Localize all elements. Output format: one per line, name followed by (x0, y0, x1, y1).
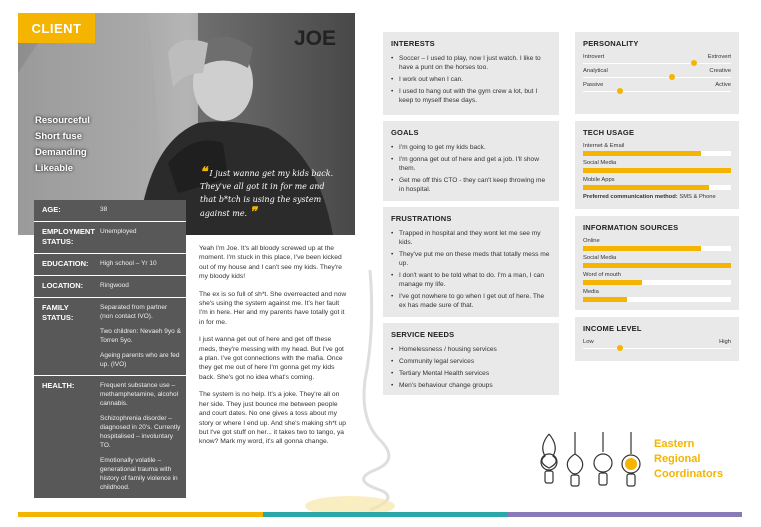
client-quote (200, 166, 342, 220)
income-level-panel (575, 317, 739, 361)
list-item: • Trapped in hospital and they wont let me see my kids. (391, 229, 551, 247)
open-quote-icon: ❝ (200, 165, 207, 180)
bar-fill (583, 280, 642, 285)
slider-marker (617, 88, 623, 94)
profile-label: EMPLOYMENT STATUS: (42, 227, 95, 246)
bar-fill (583, 168, 731, 173)
profile-label: EDUCATION: (42, 259, 89, 268)
list-item: • Soccer – I used to play, now I just watch. I like to have a punt on the horses too. (391, 54, 551, 72)
list-item: • Tertiary Mental Health services (391, 369, 551, 378)
list-item: • I don't want to be told what to do. I'm a man, I can manage my life. (391, 271, 551, 289)
bar-item: Online (583, 238, 731, 251)
client-bio (199, 244, 349, 455)
personality-slider: Analytical Creative (583, 68, 731, 78)
bar-item: Mobile Apps (583, 177, 731, 190)
bar-item: Social Media (583, 160, 731, 173)
list-item: • I've got nowhere to go when I get out of here. The ex has made sure of that. (391, 292, 551, 310)
bio-paragraph: The system is no help. It's a joke. They're all on her side. They just bounce me between people and court dates. No one gives a toss about my story or where I end up. And she's making sh*t up but I've got stuff on her... it takes two to tango, ya know? Mark my word, it's all gonna change. (199, 391, 346, 446)
slider-marker (691, 60, 697, 66)
trait: Short fuse (35, 131, 82, 142)
frustrations-panel (383, 207, 559, 317)
profile-value: Separated from partner (non contact IVO). Two children: Nevaeh 9yo & Torren 5yo. Ageing parents who are fed up. (IVO) (100, 304, 181, 368)
profile-value: 38 (100, 206, 108, 213)
bar-item: Social Media (583, 255, 731, 268)
profile-row-location (34, 276, 186, 298)
profile-value: Ringwood (100, 282, 129, 289)
list-item: • Get me off this CTO - they can't keep throwing me in hospital. (391, 176, 551, 194)
slider-marker (617, 345, 623, 351)
client-name: JOE (294, 27, 337, 50)
trait: Likeable (35, 163, 74, 174)
panel-title: INCOME LEVEL (583, 324, 642, 333)
panel-title: PERSONALITY (583, 39, 639, 48)
personality-slider: Introvert Extrovert (583, 54, 731, 64)
trait-list (35, 113, 90, 177)
income-slider: Low High (583, 339, 731, 349)
tech-usage-panel (575, 121, 739, 209)
close-quote-icon: ❞ (249, 205, 257, 220)
bio-paragraph: The ex is so full of sh*t. She overreacted and now she's using the system against me. It's her fault I'm in here. Her and my parents have totally got it in for me. (199, 290, 347, 326)
profile-value: Frequent substance use – methamphetamine, alcohol cannabis. Schizophrenia disorder – diagnosed in 20's. Currently hospitalised – involuntary TO. Emotionally volatile – generational trauma with history of family violence in childhood. (100, 382, 181, 491)
bar-fill (583, 263, 731, 268)
list-item: • Men's behaviour change groups (391, 381, 551, 390)
profile-row-education (34, 254, 186, 276)
bio-paragraph: Yeah I'm Joe. It's all bloody screwed up at the moment. I'm stuck in this place, I've been kicked out of my house and I can't see my kids. They're my bloody kids! (199, 245, 342, 281)
profile-value: High school – Yr 10 (100, 260, 157, 267)
list-item: • Homelessness / housing services (391, 345, 551, 354)
client-badge: CLIENT (18, 13, 95, 43)
panel-title: INFORMATION SOURCES (583, 223, 679, 232)
bar-item: Word of mouth (583, 272, 731, 285)
list-item: • They've put me on these meds that totally mess me up. (391, 250, 551, 268)
trait: Resourceful (35, 115, 90, 126)
bar-fill (583, 246, 701, 251)
profile-value: Unemployed (100, 228, 137, 235)
list-item: • I'm going to get my kids back. (391, 143, 551, 152)
organisation-logo-text: Eastern Regional Coordinators (654, 438, 724, 480)
panel-title: FRUSTRATIONS (391, 214, 452, 223)
list-item: • Community legal services (391, 357, 551, 366)
bar-fill (583, 297, 627, 302)
profile-row-employment (34, 222, 186, 254)
profile-row-family (34, 298, 186, 376)
bar-item: Internet & Email (583, 143, 731, 156)
panel-title: INTERESTS (391, 39, 435, 48)
profile-row-health (34, 376, 186, 498)
panel-title: SERVICE NEEDS (391, 330, 455, 339)
footer-colour-bar (18, 512, 742, 517)
bar-fill (583, 151, 701, 156)
panel-title: GOALS (391, 128, 419, 137)
profile-label: LOCATION: (42, 281, 84, 290)
list-item: • I used to hang out with the gym crew a lot, but I keep to myself these days. (391, 87, 551, 105)
panel-title: TECH USAGE (583, 128, 635, 137)
bar-fill (583, 185, 709, 190)
bar-item: Media (583, 289, 731, 302)
information-sources-panel (575, 216, 739, 310)
service-needs-panel (383, 323, 559, 395)
personality-panel (575, 32, 739, 114)
slider-marker (669, 74, 675, 80)
profile-label: FAMILY STATUS: (42, 303, 74, 322)
personality-slider: Passive Active (583, 82, 731, 92)
bio-paragraph: I just wanna get out of here and get off these meds, they're messing with my head. But I've got a plan. I've got connections with the mafia. Once they get me out of here I'm gonna get my kids back. She's got no idea what's coming. (199, 336, 344, 381)
profile-label: AGE: (42, 205, 61, 214)
list-item: • I work out when I can. (391, 75, 551, 84)
quote-text: I just wanna get my kids back. They've all got it in for me and that b*tch is using the system against me. (200, 169, 334, 218)
profile-label: HEALTH: (42, 381, 75, 390)
footer-bar-purple (508, 512, 742, 517)
footer-bar-yellow (18, 512, 263, 517)
trait: Demanding (35, 147, 87, 158)
footer-bar-teal (263, 512, 508, 517)
list-item: • I'm gonna get out of here and get a job. I'll show them. (391, 155, 551, 173)
goals-panel (383, 121, 559, 201)
profile-row-age (34, 200, 186, 222)
profile-table (34, 200, 186, 498)
interests-panel (383, 32, 559, 115)
preferred-communication: Preferred communication method: SMS & Phone (583, 194, 716, 200)
lightbulbs-logo-icon (535, 432, 650, 494)
